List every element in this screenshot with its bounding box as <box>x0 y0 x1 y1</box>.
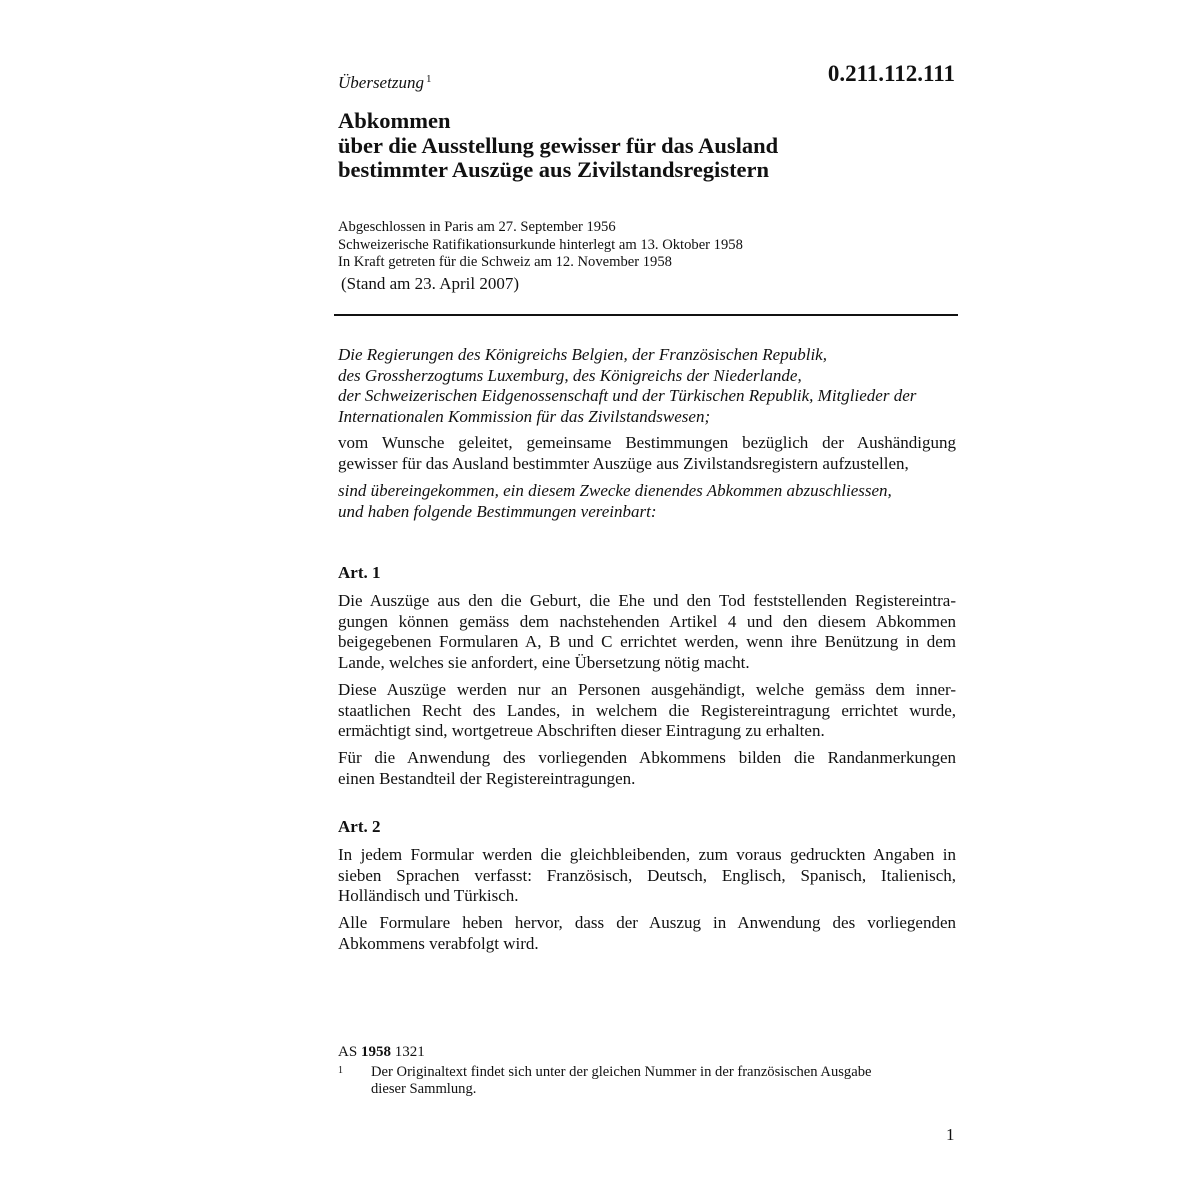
article-1-paragraph-3 <box>338 748 956 789</box>
title-line: über die Ausstellung gewisser für das Ausland <box>338 132 779 158</box>
article-heading: Art. 1 <box>338 563 381 582</box>
preamble-governments <box>338 345 956 427</box>
footnote-text <box>371 1064 971 1098</box>
translation-label <box>338 73 431 93</box>
text-line: In jedem Formular werden die gleichbleibenden, zum voraus gedruckten Angaben in <box>338 845 956 864</box>
text-line: Die Regierungen des Königreichs Belgien, der Französischen Republik, <box>338 345 827 364</box>
as-page: 1321 <box>394 1044 425 1060</box>
text-line: Die Auszüge aus den die Geburt, die Ehe und den Tod feststellenden Registereintra- <box>338 591 956 610</box>
text-line: beigegebenen Formularen A, B und C errichtet werden, wenn ihre Benützung in dem <box>338 632 956 651</box>
text-line: Alle Formulare heben hervor, dass der Auszug in Anwendung des vorliegenden <box>338 913 956 932</box>
text-line: Diese Auszüge werden nur an Personen ausgehändigt, welche gemäss dem inner- <box>338 680 956 699</box>
text-line: Holländisch und Türkisch. <box>338 886 519 905</box>
article-heading: Art. 2 <box>338 817 381 836</box>
title-line: bestimmter Auszüge aus Zivilstandsregistern <box>338 157 770 182</box>
ratification-date: Schweizerische Ratifikationsurkunde hinterlegt am 13. Oktober 1958 <box>338 236 743 253</box>
header-divider <box>334 314 958 316</box>
text-line: sind übereingekommen, ein diesem Zwecke dienendes Abkommen abzuschliessen, <box>338 481 892 500</box>
document-metadata <box>338 219 743 272</box>
footnote-number: 1 <box>338 1065 343 1076</box>
text-line: des Grossherzogtums Luxemburg, des Königreichs der Niederlande, <box>338 365 802 385</box>
article-2-paragraph-1 <box>338 845 956 907</box>
text-line: Internationalen Kommission für das Zivilstandswesen; <box>338 406 711 426</box>
status-date: (Stand am 23. April 2007) <box>341 274 520 293</box>
translation-label-text: Übersetzung <box>338 73 424 92</box>
page-number: 1 <box>946 1125 955 1144</box>
footnote-reference: 1 <box>425 73 432 85</box>
text-line: Lande, welches sie anfordert, eine Übersetzung nötig macht. <box>338 652 750 672</box>
text-line: der Schweizerischen Eidgenossenschaft und der Türkischen Republik, Mitglieder der <box>338 386 917 405</box>
preamble-agreed <box>338 481 956 522</box>
text-line: gewisser für das Ausland bestimmter Auszüge aus Zivilstandsregistern aufzustellen, <box>338 453 909 473</box>
text-line: Der Originaltext findet sich unter der gleichen Nummer in der französischen Ausgabe <box>371 1064 872 1080</box>
text-line: und haben folgende Bestimmungen vereinbart: <box>338 501 657 521</box>
document-title <box>338 109 958 183</box>
text-line: Abkommens verabfolgt wird. <box>338 933 539 953</box>
as-prefix: AS <box>338 1044 358 1060</box>
text-line: dieser Sammlung. <box>371 1081 477 1097</box>
title-line: Abkommen <box>338 108 451 133</box>
preamble-wish <box>338 433 956 474</box>
article-1-paragraph-1 <box>338 591 956 673</box>
official-collection-reference <box>338 1044 425 1061</box>
article-1-paragraph-2 <box>338 680 956 742</box>
concluded-date: Abgeschlossen in Paris am 27. September 1956 <box>338 219 616 235</box>
text-line: sieben Sprachen verfasst: Französisch, Deutsch, Englisch, Spanisch, Italienisch, <box>338 865 956 885</box>
article-2-paragraph-2 <box>338 913 956 954</box>
text-line: staatlichen Recht des Landes, in welchem die Registereintragung errichtet wurde, <box>338 700 956 720</box>
in-force-date: In Kraft getreten für die Schweiz am 12. November 1958 <box>338 254 672 270</box>
text-line: ermächtigt sind, wortgetreue Abschriften dieser Eintragung zu erhalten. <box>338 721 825 740</box>
text-line: Für die Anwendung des vorliegenden Abkommens bilden die Randanmerkungen <box>338 748 956 767</box>
text-line: gungen können gemäss dem nachstehenden Artikel 4 und den diesem Abkommen <box>338 611 956 631</box>
text-line: einen Bestandteil der Registereintragungen. <box>338 768 636 788</box>
text-line: vom Wunsche geleitet, gemeinsame Bestimmungen bezüglich der Aushändigung <box>338 433 956 452</box>
as-year: 1958 <box>360 1044 391 1060</box>
sr-number: 0.211.112.111 <box>827 61 955 86</box>
